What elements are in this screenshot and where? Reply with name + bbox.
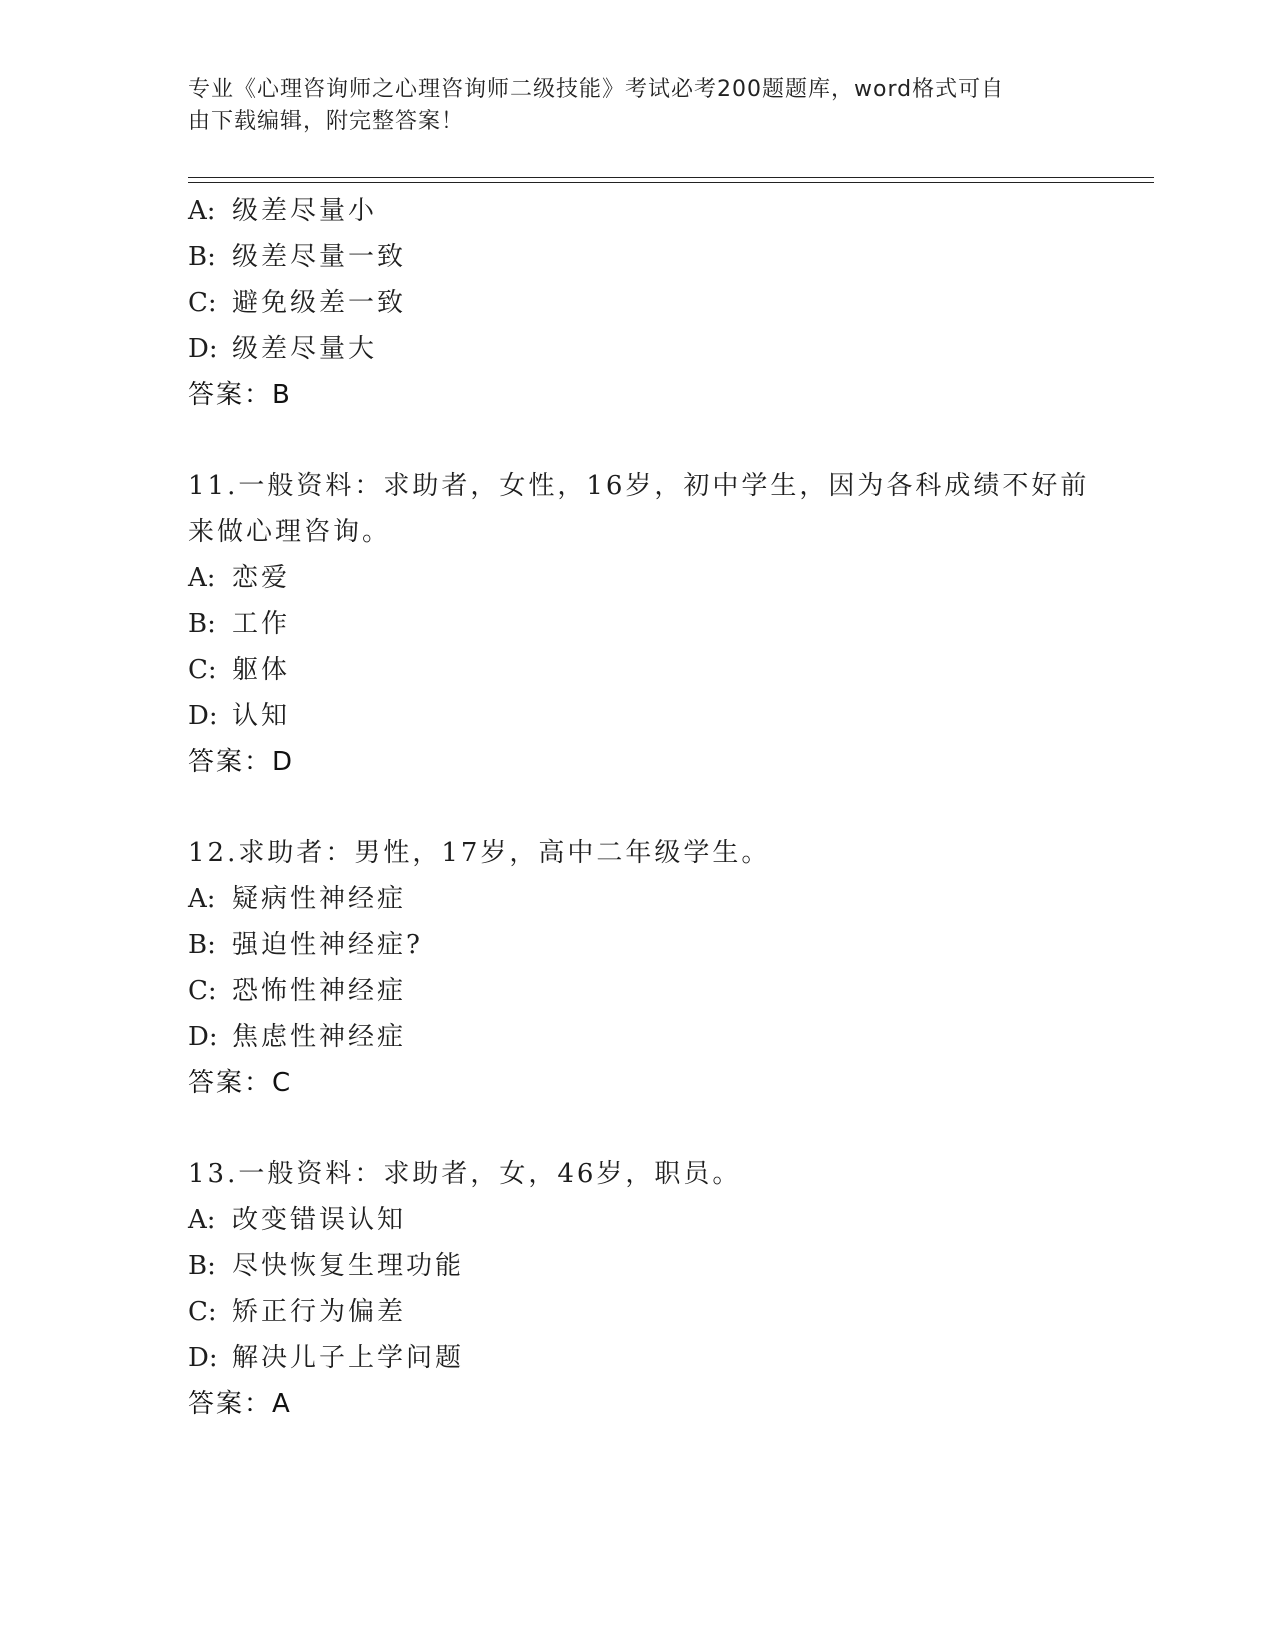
option-a xyxy=(188,188,1088,234)
option-b xyxy=(188,1243,1088,1289)
question-10 xyxy=(188,188,1088,418)
option-b xyxy=(188,601,1088,647)
option-text: 尽快恢复生理功能 xyxy=(232,1251,465,1281)
answer-line: 答案：A xyxy=(188,1389,292,1419)
option-text: 恋爱 xyxy=(232,563,291,593)
option-text: 工作 xyxy=(232,609,291,639)
option-text: 疑病性神经症 xyxy=(232,884,407,914)
option-b xyxy=(188,234,1088,280)
question-13 xyxy=(188,1151,1088,1427)
option-text: 避免级差一致 xyxy=(232,288,407,318)
question-list xyxy=(188,188,1088,1427)
answer-line: 答案：D xyxy=(188,747,295,777)
option-d xyxy=(188,693,1088,739)
option-text: 躯体 xyxy=(232,655,291,685)
header-divider-top xyxy=(188,177,1154,178)
option-a xyxy=(188,876,1088,922)
option-label: B: xyxy=(188,1251,216,1281)
option-label: B: xyxy=(188,242,216,272)
option-label: C: xyxy=(188,655,217,685)
answer-line: 答案：B xyxy=(188,380,292,410)
option-label: C: xyxy=(188,976,217,1006)
option-label: A: xyxy=(188,884,216,914)
option-text: 矫正行为偏差 xyxy=(232,1297,407,1327)
question-12 xyxy=(188,830,1088,1106)
option-text: 级差尽量小 xyxy=(232,196,378,226)
option-d xyxy=(188,1335,1088,1381)
question-stem-continued: 来做心理咨询。 xyxy=(188,517,392,547)
option-text: 认知 xyxy=(232,701,291,731)
header-line-1: 专业《心理咨询师之心理咨询师二级技能》考试必考200题题库，word格式可自 xyxy=(188,77,1005,102)
option-label: C: xyxy=(188,1297,217,1327)
option-b xyxy=(188,922,1088,968)
option-d xyxy=(188,1014,1088,1060)
option-a xyxy=(188,555,1088,601)
header-line-2: 由下载编辑，附完整答案！ xyxy=(188,109,465,134)
option-label: C: xyxy=(188,288,217,318)
option-text: 改变错误认知 xyxy=(232,1205,407,1235)
option-label: A: xyxy=(188,196,216,226)
option-label: D: xyxy=(188,1343,218,1373)
option-text: 级差尽量一致 xyxy=(232,242,407,272)
option-label: D: xyxy=(188,334,218,364)
option-text: 级差尽量大 xyxy=(232,334,378,364)
question-11 xyxy=(188,463,1088,785)
option-text: 解决儿子上学问题 xyxy=(232,1343,465,1373)
option-d xyxy=(188,326,1088,372)
document-header xyxy=(188,74,1068,138)
option-label: D: xyxy=(188,1022,218,1052)
option-text: 恐怖性神经症 xyxy=(232,976,407,1006)
header-divider-bottom xyxy=(188,182,1154,183)
option-c xyxy=(188,647,1088,693)
answer-line: 答案：C xyxy=(188,1068,293,1098)
option-c xyxy=(188,1289,1088,1335)
question-stem: 13.一般资料：求助者，女，46岁，职员。 xyxy=(188,1159,742,1189)
option-label: A: xyxy=(188,1205,216,1235)
option-a xyxy=(188,1197,1088,1243)
question-stem: 12.求助者：男性，17岁，高中二年级学生。 xyxy=(188,838,771,868)
option-label: B: xyxy=(188,930,216,960)
option-text: 焦虑性神经症 xyxy=(232,1022,407,1052)
option-c xyxy=(188,280,1088,326)
question-stem: 11.一般资料：求助者，女性，16岁，初中学生，因为各科成绩不好前 xyxy=(188,471,1090,501)
option-c xyxy=(188,968,1088,1014)
option-label: A: xyxy=(188,563,216,593)
option-label: B: xyxy=(188,609,216,639)
option-text: 强迫性神经症? xyxy=(232,930,423,960)
option-label: D: xyxy=(188,701,218,731)
